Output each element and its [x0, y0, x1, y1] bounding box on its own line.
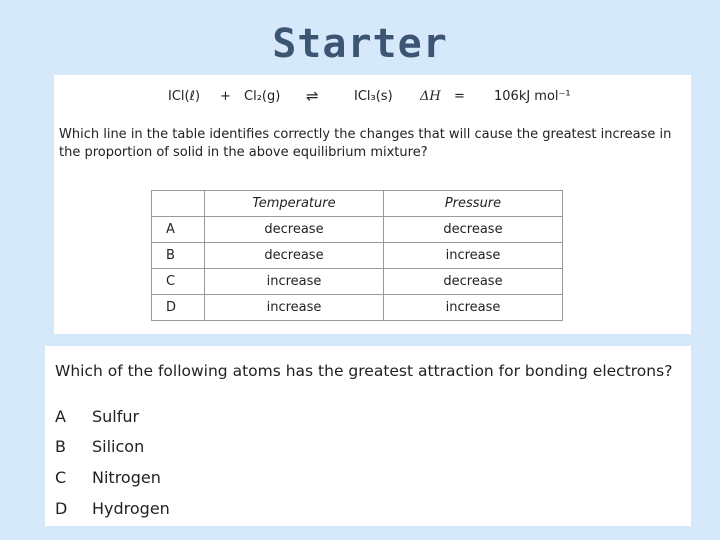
row-pressure: decrease	[384, 217, 563, 243]
table-row	[152, 269, 563, 295]
choice-letter: B	[55, 437, 66, 456]
question-2-text: Which of the following atoms has the greatest attraction for bonding electrons?	[55, 362, 673, 380]
choice-answer: Hydrogen	[92, 499, 170, 518]
equation-plus: +	[220, 89, 231, 104]
choice-letter: D	[55, 499, 68, 518]
choice-answer: Sulfur	[92, 407, 140, 426]
question-2-panel	[45, 346, 691, 526]
question-1-panel	[54, 75, 691, 334]
enthalpy-symbol: ΔH	[420, 89, 441, 104]
row-temperature: increase	[205, 295, 384, 321]
row-temperature: decrease	[205, 243, 384, 269]
row-pressure: increase	[384, 243, 563, 269]
row-temperature: increase	[205, 269, 384, 295]
row-option: C	[152, 269, 205, 295]
equation-product: ICl₃(s)	[354, 89, 393, 104]
row-temperature: decrease	[205, 217, 384, 243]
row-option: A	[152, 217, 205, 243]
equilibrium-arrow: ⇌	[306, 87, 319, 105]
enthalpy-value: 106kJ mol⁻¹	[494, 89, 571, 104]
equation-reactant-2: Cl₂(g)	[244, 89, 281, 104]
table-header-option	[152, 191, 205, 217]
choice-letter: A	[55, 407, 66, 426]
question-1-text: Which line in the table identifies correctly the changes that will cause the greatest increase in the proportion of solid in the above equilibrium mixture?	[59, 127, 672, 160]
row-option: B	[152, 243, 205, 269]
choice-letter: C	[55, 468, 67, 487]
table-header-row	[152, 191, 563, 217]
equation-equals: =	[454, 89, 465, 104]
choice-answer: Nitrogen	[92, 468, 161, 487]
answer-table	[151, 190, 563, 321]
slide-title: Starter	[272, 21, 448, 67]
table-header-pressure: Pressure	[384, 191, 563, 217]
equation-reactant-1: ICl(ℓ)	[168, 89, 201, 104]
table-header-temperature: Temperature	[205, 191, 384, 217]
choice-answer: Silicon	[92, 437, 145, 456]
row-option: D	[152, 295, 205, 321]
row-pressure: decrease	[384, 269, 563, 295]
table-row	[152, 243, 563, 269]
row-pressure: increase	[384, 295, 563, 321]
table-row	[152, 217, 563, 243]
table-row	[152, 295, 563, 321]
